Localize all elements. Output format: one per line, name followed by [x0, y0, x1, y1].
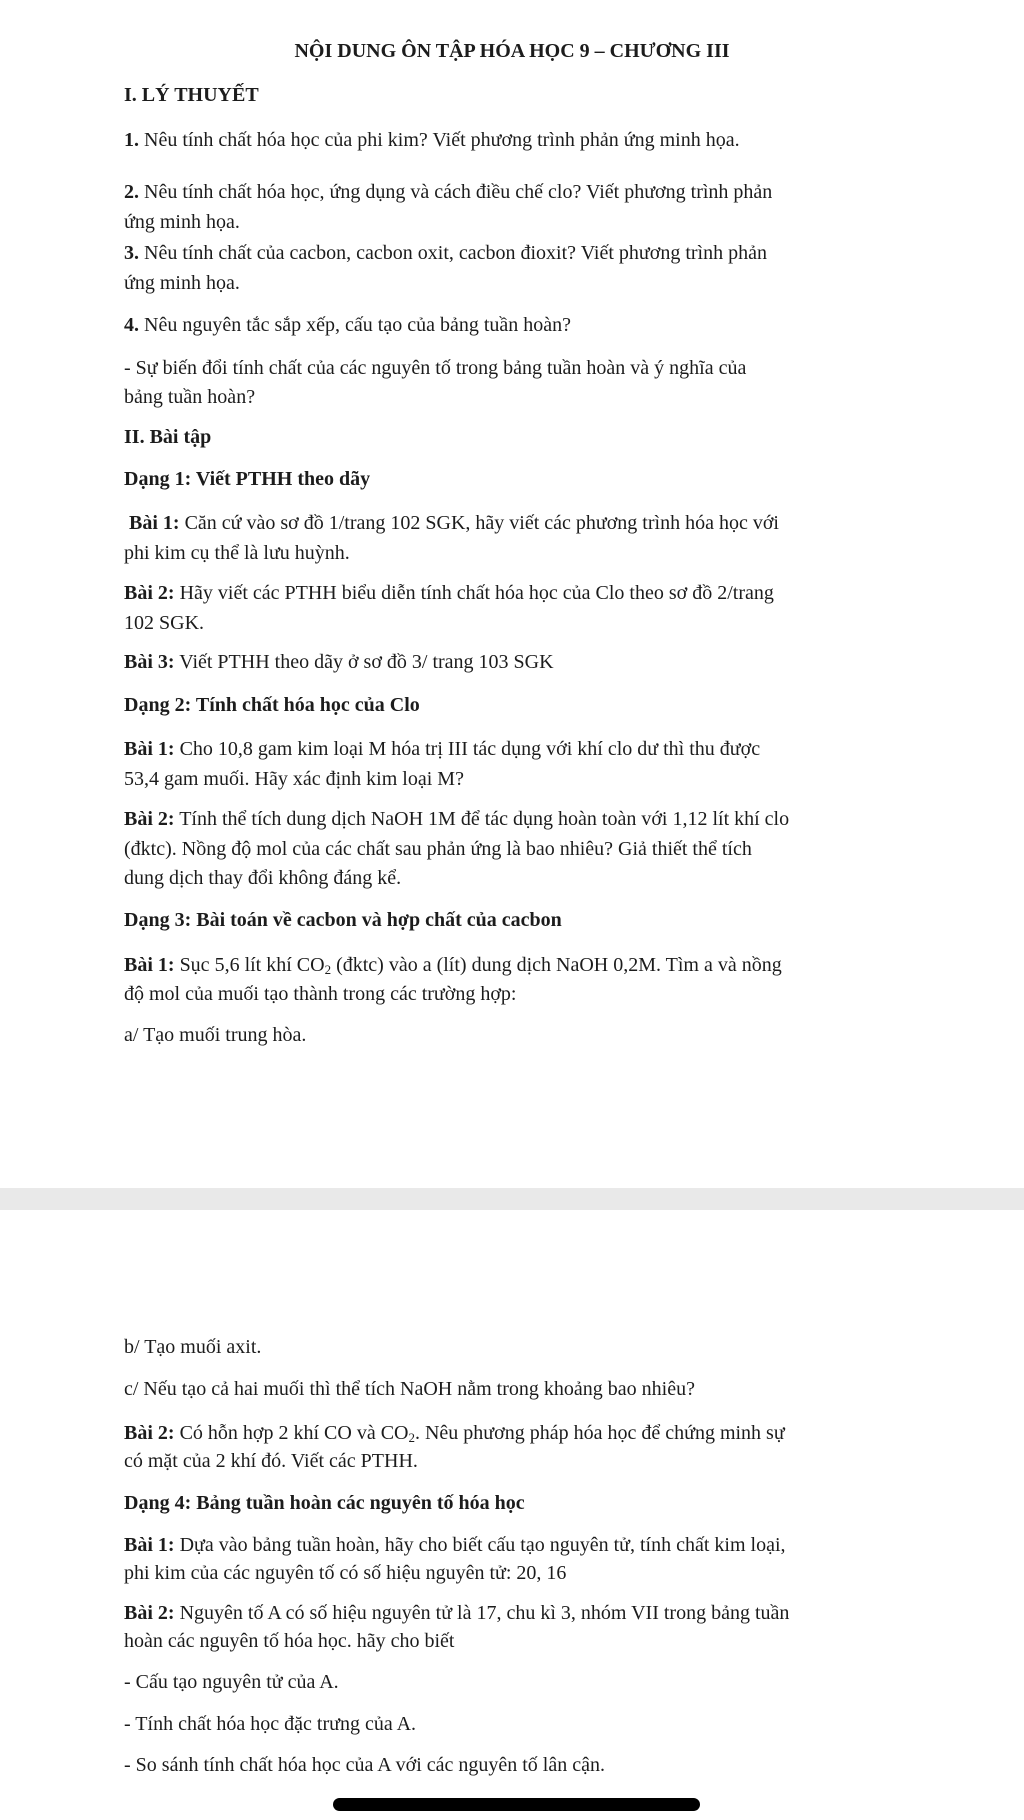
type-1-exercise-3 [124, 647, 904, 678]
type-2-exercise-2-cont1: (đktc). Nồng độ mol của các chất sau phản ứng là bao nhiêu? Giả thiết thể tích [124, 838, 752, 860]
exercise-text: Cho 10,8 gam kim loại M hóa trị III tác dụng với khí clo dư thì thu được [174, 738, 761, 760]
type-3-exercise-1-part-a: a/ Tạo muối trung hòa. [124, 1024, 307, 1046]
exercise-text-cont: (đktc) vào a (lít) dung dịch NaOH 0,2M. Tìm a và nồng [331, 954, 782, 976]
type-4-heading: Dạng 4: Bảng tuần hoàn các nguyên tố hóa học [124, 1492, 525, 1514]
theory-question-4-sub: - Sự biến đổi tính chất của các nguyên tố trong bảng tuần hoàn và ý nghĩa của [124, 357, 747, 379]
type-3-exercise-1-part-c: c/ Nếu tạo cả hai muối thì thể tích NaOH nằm trong khoảng bao nhiêu? [124, 1378, 695, 1400]
exercise-text-cont: . Nêu phương pháp hóa học để chứng minh sự [414, 1422, 785, 1444]
exercise-label: Bài 1: [129, 512, 180, 534]
home-indicator[interactable] [333, 1798, 700, 1811]
exercise-text: Có hỗn hợp 2 khí CO và CO [174, 1422, 409, 1444]
section-heading-exercises: II. Bài tập [124, 426, 212, 448]
exercise-label: Bài 2: [124, 582, 175, 604]
exercise-text: Căn cứ vào sơ đồ 1/trang 102 SGK, hãy viết các phương trình hóa học với [179, 512, 779, 534]
type-4-exercise-1 [124, 1530, 904, 1561]
theory-question-3-cont: ứng minh họa. [124, 272, 240, 294]
exercise-label: Bài 1: [124, 954, 175, 976]
document-title: NỘI DUNG ÔN TẬP HÓA HỌC 9 – CHƯƠNG III [294, 40, 730, 62]
type-3-exercise-2-cont: có mặt của 2 khí đó. Viết các PTHH. [124, 1450, 418, 1472]
document-page-2 [0, 1210, 1024, 1820]
section-heading-theory: I. LÝ THUYẾT [124, 84, 259, 106]
exercise-text: Tính thể tích dung dịch NaOH 1M để tác dụng hoàn toàn với 1,12 lít khí clo [174, 808, 790, 830]
exercise-label: Bài 2: [124, 808, 175, 830]
question-text: Nêu tính chất hóa học của phi kim? Viết phương trình phản ứng minh họa. [139, 129, 740, 151]
subscript: 2 [408, 1430, 415, 1445]
theory-question-1 [124, 125, 904, 156]
exercise-label: Bài 3: [124, 651, 175, 673]
exercise-text: Sục 5,6 lít khí CO [174, 954, 325, 976]
list-item: - So sánh tính chất hóa học của A với các nguyên tố lân cận. [124, 1754, 605, 1776]
exercise-label: Bài 1: [124, 738, 175, 760]
type-3-exercise-1-part-b: b/ Tạo muối axit. [124, 1336, 262, 1358]
type-4-exercise-1-cont: phi kim của các nguyên tố có số hiệu nguyên tử: 20, 16 [124, 1562, 567, 1584]
type-3-exercise-1 [124, 950, 904, 981]
question-number: 3. [124, 242, 139, 264]
type-3-exercise-1-cont: độ mol của muối tạo thành trong các trường hợp: [124, 983, 517, 1005]
question-number: 1. [124, 129, 139, 151]
exercise-text: Dựa vào bảng tuần hoàn, hãy cho biết cấu tạo nguyên tử, tính chất kim loại, [174, 1534, 786, 1556]
subscript: 2 [324, 962, 332, 977]
theory-question-4 [124, 310, 904, 341]
type-1-exercise-1-cont: phi kim cụ thể là lưu huỳnh. [124, 542, 350, 564]
question-text: Nêu nguyên tắc sắp xếp, cấu tạo của bảng tuần hoàn? [139, 314, 572, 336]
question-text: Nêu tính chất của cacbon, cacbon oxit, cacbon đioxit? Viết phương trình phản [139, 242, 767, 264]
type-3-heading: Dạng 3: Bài toán về cacbon và hợp chất của cacbon [124, 909, 562, 931]
question-number: 4. [124, 314, 139, 336]
question-number: 2. [124, 181, 139, 203]
question-text: Nêu tính chất hóa học, ứng dụng và cách điều chế clo? Viết phương trình phản [139, 181, 773, 203]
theory-question-3 [124, 238, 904, 269]
type-1-exercise-1 [124, 508, 904, 539]
theory-question-2-cont: ứng minh họa. [124, 211, 240, 233]
type-3-exercise-2 [124, 1418, 904, 1449]
type-2-exercise-1-cont: 53,4 gam muối. Hãy xác định kim loại M? [124, 768, 464, 790]
type-4-exercise-2 [124, 1598, 904, 1629]
exercise-label: Bài 2: [124, 1422, 175, 1444]
type-2-exercise-1 [124, 734, 904, 765]
list-item: - Tính chất hóa học đặc trưng của A. [124, 1713, 417, 1735]
type-2-exercise-2 [124, 804, 904, 835]
exercise-text: Nguyên tố A có số hiệu nguyên tử là 17, chu kì 3, nhóm VII trong bảng tuần [174, 1602, 790, 1624]
type-4-exercise-2-cont: hoàn các nguyên tố hóa học. hãy cho biết [124, 1630, 455, 1652]
exercise-text: Viết PTHH theo dãy ở sơ đồ 3/ trang 103 SGK [174, 651, 554, 673]
type-1-heading: Dạng 1: Viết PTHH theo dãy [124, 468, 371, 490]
type-2-exercise-2-cont2: dung dịch thay đổi không đáng kể. [124, 867, 402, 889]
type-2-heading: Dạng 2: Tính chất hóa học của Clo [124, 694, 420, 716]
type-1-exercise-2-cont: 102 SGK. [124, 612, 205, 634]
list-item: - Cấu tạo nguyên tử của A. [124, 1671, 339, 1693]
theory-question-4-sub-cont: bảng tuần hoàn? [124, 386, 256, 408]
theory-question-2 [124, 177, 904, 208]
exercise-label: Bài 1: [124, 1534, 175, 1556]
type-1-exercise-2 [124, 578, 904, 609]
exercise-text: Hãy viết các PTHH biểu diễn tính chất hóa học của Clo theo sơ đồ 2/trang [174, 582, 774, 604]
exercise-label: Bài 2: [124, 1602, 175, 1624]
